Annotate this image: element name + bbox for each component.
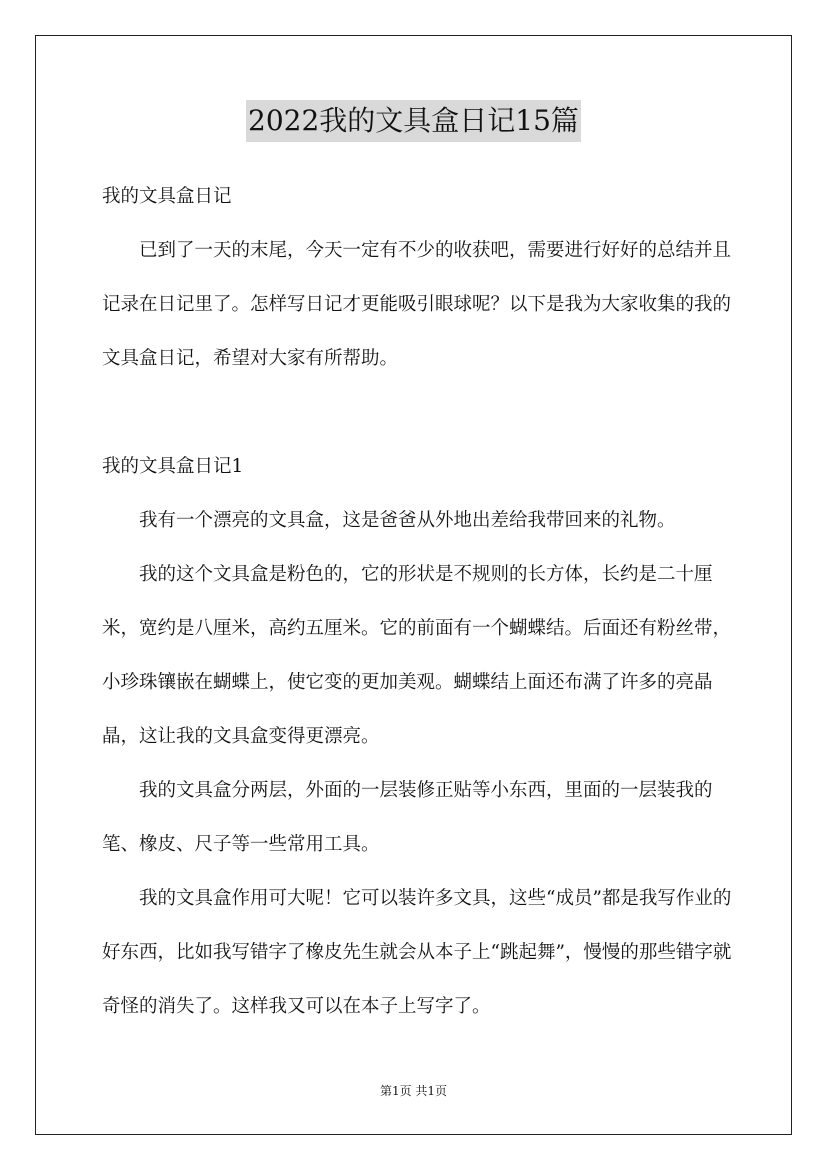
section1-paragraph-2: 我的这个文具盒是粉色的，它的形状是不规则的长方体，长约是二十厘米，宽约是八厘米，高约五厘米。它的前面有一个蝴蝶结。后面还有粉丝带，小珍珠镶嵌在蝴蝶上，使它变的更加美观。蝴蝶结上面还布满了许多的亮晶晶，这让我的文具盒变得更漂亮。 <box>102 564 732 747</box>
section1-paragraph-1: 我有一个漂亮的文具盒，这是爸爸从外地出差给我带回来的礼物。 <box>139 510 676 531</box>
section1-paragraph-3: 我的文具盒分两层，外面的一层装修正贴等小东西，里面的一层装我的笔、橡皮、尺子等一些常用工具。 <box>102 780 713 855</box>
title-container <box>0 100 827 142</box>
page-footer: 第1页 共1页 <box>379 1084 448 1098</box>
section1-paragraph-4: 我的文具盒作用可大呢！它可以装许多文具，这些“成员”都是我写作业的好东西，比如我写错字了橡皮先生就会从本子上“跳起舞”，慢慢的那些错字就奇怪的消失了。这样我又可以在本子上写字了。 <box>102 888 732 1017</box>
intro-paragraph: 已到了一天的末尾，今天一定有不少的收获吧，需要进行好好的总结并且记录在日记里了。怎样写日记才更能吸引眼球呢？以下是我为大家收集的我的文具盒日记，希望对大家有所帮助。 <box>102 240 732 369</box>
intro-heading: 我的文具盒日记 <box>102 186 232 207</box>
section1-heading: 我的文具盒日记1 <box>102 456 244 477</box>
section-spacer <box>102 386 732 440</box>
document-title: 2022我的文具盒日记15篇 <box>246 100 581 142</box>
document-body <box>102 170 732 1034</box>
